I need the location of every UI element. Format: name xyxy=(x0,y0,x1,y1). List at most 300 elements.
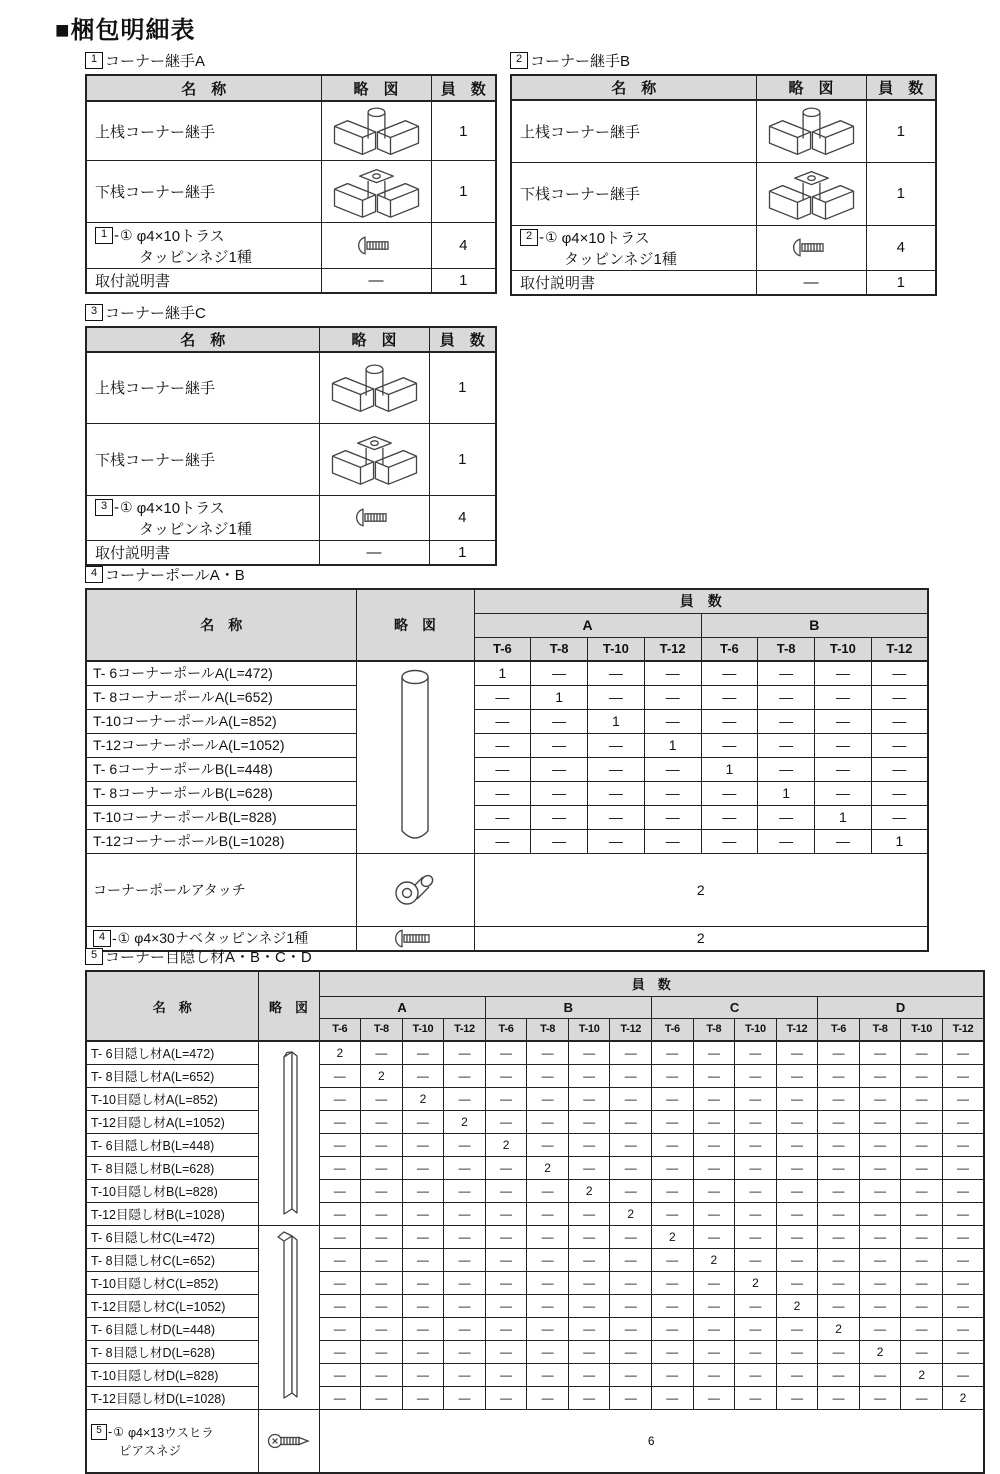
qty-cell: — xyxy=(859,1271,901,1294)
part-name-cell xyxy=(511,100,756,162)
qty-cell: — xyxy=(588,805,645,829)
qty-cell: — xyxy=(361,1202,403,1225)
qty-cell: — xyxy=(942,1294,984,1317)
sketch-cell xyxy=(321,101,431,161)
qty-cell: — xyxy=(701,733,758,757)
no-sketch-dash: — xyxy=(803,273,819,291)
part-name-cell xyxy=(86,1225,258,1248)
boxed-number: 2 xyxy=(510,52,528,69)
size-header: T-8 xyxy=(361,1018,403,1041)
qty-cell: — xyxy=(474,685,531,709)
qty-cell: — xyxy=(527,1248,569,1271)
qty-cell: — xyxy=(568,1317,610,1340)
qty-cell: — xyxy=(531,733,588,757)
qty-cell: — xyxy=(531,661,588,685)
qty-cell: — xyxy=(776,1179,818,1202)
qty-cell: — xyxy=(871,685,928,709)
qty-cell: — xyxy=(652,1248,694,1271)
sketch-header: 略 図 xyxy=(258,971,319,1041)
qty-cell: — xyxy=(527,1363,569,1386)
qty-cell: 1 xyxy=(588,709,645,733)
qty-cell: — xyxy=(942,1340,984,1363)
qty-cell: — xyxy=(361,1317,403,1340)
qty-cell: — xyxy=(818,1271,860,1294)
size-header: T-6 xyxy=(319,1018,361,1041)
qty-cell: — xyxy=(693,1064,735,1087)
caption-text: コーナー継手A xyxy=(105,53,206,70)
qty-cell: — xyxy=(901,1041,943,1064)
qty-cell: 1 xyxy=(474,661,531,685)
part-name-cell xyxy=(86,1317,258,1340)
part-name-text: T-10目隠し材D(L=828) xyxy=(91,1368,219,1383)
part-name-cell xyxy=(86,161,321,223)
qty-cell: — xyxy=(818,1110,860,1133)
parts-row xyxy=(86,661,928,685)
corner-joint-top-icon xyxy=(758,103,865,159)
qty-cell: — xyxy=(319,1064,361,1087)
qty-cell: — xyxy=(942,1133,984,1156)
qty-cell: — xyxy=(701,829,758,853)
truss-screw-icon xyxy=(321,507,428,528)
qty-cell: 1 xyxy=(431,101,496,161)
part-name-text: T-10コーナーポールB(L=828) xyxy=(93,809,277,825)
part-name-cell xyxy=(86,1271,258,1294)
qty-cell: — xyxy=(474,733,531,757)
qty-cell: — xyxy=(610,1064,652,1087)
part-name-text: T-12コーナーポールA(L=1052) xyxy=(93,737,285,753)
qty-cell: — xyxy=(942,1110,984,1133)
qty-cell: — xyxy=(444,1041,486,1064)
qty-cell: — xyxy=(319,1225,361,1248)
part-name-text: 下桟コーナー継手 xyxy=(95,184,216,201)
qty-cell: — xyxy=(693,1041,735,1064)
name-header: 名 称 xyxy=(86,75,321,101)
qty-cell: — xyxy=(818,1041,860,1064)
part-name-cell xyxy=(86,805,356,829)
part-name-text: T- 8目隠し材C(L=652) xyxy=(91,1253,215,1268)
qty-cell: — xyxy=(485,1087,527,1110)
part-name-cell xyxy=(86,853,356,926)
qty-cell: — xyxy=(485,1041,527,1064)
parts-row xyxy=(86,1087,984,1110)
qty-cell: — xyxy=(758,661,815,685)
qty-cell: — xyxy=(776,1363,818,1386)
qty-cell: — xyxy=(361,1133,403,1156)
qty-cell: — xyxy=(652,1087,694,1110)
qty-cell: — xyxy=(901,1386,943,1409)
qty-cell: — xyxy=(942,1271,984,1294)
qty-cell: — xyxy=(319,1202,361,1225)
part-name-cell xyxy=(86,685,356,709)
qty-cell: — xyxy=(610,1294,652,1317)
section-corner-joint-c xyxy=(85,302,497,566)
qty-cell: — xyxy=(871,661,928,685)
parts-row xyxy=(86,1179,984,1202)
part-name-text: 上桟コーナー継手 xyxy=(95,380,216,398)
qty-cell: 1 xyxy=(531,685,588,709)
qty-cell: — xyxy=(361,1225,403,1248)
qty-cell: — xyxy=(693,1225,735,1248)
qty-cell: — xyxy=(610,1248,652,1271)
sketch-cell xyxy=(319,423,429,495)
part-name-cell xyxy=(86,709,356,733)
qty-cell: — xyxy=(735,1386,777,1409)
table-caption xyxy=(85,50,497,71)
qty-cell: — xyxy=(701,709,758,733)
circled-number: ① xyxy=(117,929,131,946)
part-name-text: T-12コーナーポールB(L=1028) xyxy=(93,833,285,849)
qty-cell: — xyxy=(652,1133,694,1156)
qty-cell: — xyxy=(776,1202,818,1225)
parts-row xyxy=(86,1409,984,1473)
qty-cell: — xyxy=(319,1156,361,1179)
name-header: 名 称 xyxy=(86,327,319,352)
separator: - xyxy=(108,1424,113,1439)
parts-row xyxy=(86,352,496,423)
qty-cell: — xyxy=(568,1271,610,1294)
sketch-cell xyxy=(258,1409,319,1473)
qty-cell: — xyxy=(942,1041,984,1064)
qty-cell: 2 xyxy=(444,1110,486,1133)
qty-cell: 2 xyxy=(402,1087,444,1110)
qty-cell: 2 xyxy=(942,1386,984,1409)
boxed-number: 5 xyxy=(85,948,103,965)
sketch-cell xyxy=(321,161,431,223)
qty-cell: — xyxy=(527,1179,569,1202)
qty-cell: — xyxy=(776,1225,818,1248)
parts-row xyxy=(86,1386,984,1409)
qty-cell: 2 xyxy=(818,1317,860,1340)
qty-cell: — xyxy=(776,1110,818,1133)
qty-cell: — xyxy=(758,829,815,853)
qty-cell: — xyxy=(942,1363,984,1386)
separator: - xyxy=(114,498,119,516)
qty-cell: 1 xyxy=(866,100,936,162)
part-name-text-2: タッピンネジ1種 xyxy=(139,248,252,266)
part-name-cell xyxy=(86,1110,258,1133)
size-header: T-6 xyxy=(485,1018,527,1041)
separator: - xyxy=(114,226,119,244)
qty-cell: — xyxy=(701,805,758,829)
parts-row xyxy=(511,225,936,270)
qty-cell: 2 xyxy=(859,1340,901,1363)
part-name-text-2: タッピンネジ1種 xyxy=(564,250,677,268)
qty-cell: — xyxy=(776,1087,818,1110)
qty-cell: — xyxy=(588,757,645,781)
qty-cell: — xyxy=(901,1179,943,1202)
qty-cell: — xyxy=(319,1087,361,1110)
part-name-text: T-10目隠し材C(L=852) xyxy=(91,1276,219,1291)
name-header: 名 称 xyxy=(86,971,258,1041)
qty-cell: — xyxy=(735,1340,777,1363)
parts-row xyxy=(86,685,928,709)
qty-cell: — xyxy=(527,1202,569,1225)
sketch-cell xyxy=(356,661,474,853)
size-header: T-10 xyxy=(901,1018,943,1041)
part-name-cell xyxy=(511,225,756,270)
size-header: T-8 xyxy=(693,1018,735,1041)
section-corner-joint-a xyxy=(85,50,497,294)
sketch-cell xyxy=(756,270,866,295)
qty-cell: — xyxy=(644,781,701,805)
corner-joint-bottom-icon xyxy=(321,431,428,487)
qty-cell: — xyxy=(652,1202,694,1225)
size-header: T-8 xyxy=(758,637,815,661)
qty-cell: 1 xyxy=(701,757,758,781)
part-name-cell xyxy=(86,1133,258,1156)
part-name-cell xyxy=(86,1041,258,1064)
pole-attach-icon xyxy=(358,870,473,910)
qty-cell: — xyxy=(735,1064,777,1087)
qty-cell: 1 xyxy=(429,540,496,565)
qty-cell: — xyxy=(402,1064,444,1087)
parts-row xyxy=(86,423,496,495)
parts-row xyxy=(86,1041,984,1064)
qty-cell: — xyxy=(701,685,758,709)
qty-cell: 4 xyxy=(866,225,936,270)
qty-cell: — xyxy=(652,1386,694,1409)
qty-cell: — xyxy=(319,1110,361,1133)
qty-cell: — xyxy=(527,1041,569,1064)
qty-cell: — xyxy=(568,1340,610,1363)
qty-cell: 1 xyxy=(429,352,496,423)
qty-cell: — xyxy=(485,1179,527,1202)
qty-cell: — xyxy=(568,1133,610,1156)
qty-cell: — xyxy=(568,1248,610,1271)
truss-screw-icon xyxy=(758,237,865,258)
qty-cell: — xyxy=(735,1202,777,1225)
part-name-cell xyxy=(86,223,321,269)
qty-cell: — xyxy=(901,1156,943,1179)
qty-cell: — xyxy=(859,1248,901,1271)
parts-row xyxy=(86,1340,984,1363)
qty-cell: — xyxy=(818,1225,860,1248)
parts-row xyxy=(86,1202,984,1225)
qty-cell: — xyxy=(319,1317,361,1340)
qty-cell: — xyxy=(693,1110,735,1133)
group-header: B xyxy=(701,613,928,637)
parts-row xyxy=(86,1294,984,1317)
qty-header: 員 数 xyxy=(474,589,928,613)
qty-cell: — xyxy=(361,1294,403,1317)
part-name-cell xyxy=(86,352,319,423)
qty-cell: — xyxy=(319,1133,361,1156)
qty-cell: — xyxy=(776,1271,818,1294)
parts-row xyxy=(511,162,936,225)
part-name-text: 上桟コーナー継手 xyxy=(520,123,641,141)
qty-cell: — xyxy=(942,1202,984,1225)
size-header: T-10 xyxy=(815,637,872,661)
qty-cell: — xyxy=(361,1248,403,1271)
blind-panel-ab-icon xyxy=(260,1045,318,1222)
qty-cell: — xyxy=(361,1041,403,1064)
qty-header: 員 数 xyxy=(429,327,496,352)
qty-cell: — xyxy=(818,1340,860,1363)
parts-row xyxy=(86,1317,984,1340)
qty-cell: — xyxy=(652,1110,694,1133)
qty-cell: — xyxy=(815,661,872,685)
qty-cell: — xyxy=(735,1317,777,1340)
part-name-cell xyxy=(86,1409,258,1473)
part-name-cell xyxy=(86,829,356,853)
qty-cell: — xyxy=(531,781,588,805)
qty-cell: — xyxy=(361,1156,403,1179)
qty-cell: — xyxy=(402,1133,444,1156)
qty-cell: — xyxy=(644,661,701,685)
sketch-cell xyxy=(319,352,429,423)
qty-cell: 2 xyxy=(693,1248,735,1271)
parts-row xyxy=(86,853,928,926)
qty-cell: — xyxy=(859,1110,901,1133)
sketch-cell xyxy=(756,100,866,162)
qty-cell: — xyxy=(818,1087,860,1110)
sketch-cell xyxy=(321,223,431,269)
qty-cell: — xyxy=(942,1248,984,1271)
size-header: T-6 xyxy=(701,637,758,661)
part-name-text: T- 6コーナーポールA(L=472) xyxy=(93,665,273,682)
qty-cell: — xyxy=(871,781,928,805)
qty-cell: — xyxy=(610,1110,652,1133)
corner-joint-bottom-icon xyxy=(323,164,430,220)
qty-cell: 1 xyxy=(866,162,936,225)
part-name-text: T-10目隠し材A(L=852) xyxy=(91,1092,218,1107)
qty-cell: — xyxy=(485,1202,527,1225)
parts-row xyxy=(86,757,928,781)
qty-cell: — xyxy=(527,1133,569,1156)
truss-screw-icon xyxy=(323,235,430,256)
part-name-text: T- 6コーナーポールB(L=448) xyxy=(93,761,273,777)
qty-cell: — xyxy=(701,661,758,685)
qty-cell: — xyxy=(402,1179,444,1202)
qty-cell: — xyxy=(319,1248,361,1271)
part-name-cell xyxy=(86,101,321,161)
qty-cell: — xyxy=(474,709,531,733)
corner-joint-top-icon xyxy=(321,360,428,416)
part-name-text: T- 8目隠し材B(L=628) xyxy=(91,1161,215,1176)
corner-pole-icon xyxy=(358,665,473,849)
qty-cell: — xyxy=(644,805,701,829)
size-header: T-12 xyxy=(610,1018,652,1041)
part-name-text-2: タッピンネジ1種 xyxy=(139,520,252,538)
qty-cell: 1 xyxy=(429,423,496,495)
qty-cell: — xyxy=(735,1363,777,1386)
part-name-cell xyxy=(86,1202,258,1225)
qty-cell: — xyxy=(693,1386,735,1409)
qty-cell: — xyxy=(485,1248,527,1271)
qty-cell: — xyxy=(652,1271,694,1294)
qty-cell: — xyxy=(444,1179,486,1202)
parts-table-corner-joint-a xyxy=(85,74,497,294)
sketch-header: 略 図 xyxy=(756,75,866,100)
qty-cell: — xyxy=(871,805,928,829)
boxed-number: 4 xyxy=(93,930,111,947)
qty-cell: — xyxy=(901,1340,943,1363)
size-header: T-12 xyxy=(871,637,928,661)
parts-row xyxy=(511,100,936,162)
group-header: D xyxy=(818,996,984,1018)
qty-cell: — xyxy=(361,1340,403,1363)
parts-row xyxy=(86,1363,984,1386)
qty-cell: — xyxy=(588,685,645,709)
qty-cell: 2 xyxy=(652,1225,694,1248)
qty-cell: — xyxy=(818,1064,860,1087)
qty-cell: — xyxy=(735,1294,777,1317)
qty-cell: — xyxy=(859,1294,901,1317)
part-name-cell xyxy=(86,1363,258,1386)
part-name xyxy=(91,1423,257,1441)
qty-cell: — xyxy=(942,1225,984,1248)
name-header: 名 称 xyxy=(511,75,756,100)
qty-cell: — xyxy=(568,1225,610,1248)
qty-cell: — xyxy=(485,1317,527,1340)
qty-cell: — xyxy=(319,1294,361,1317)
qty-cell: — xyxy=(776,1248,818,1271)
qty-cell: 1 xyxy=(431,161,496,223)
qty-cell: — xyxy=(693,1133,735,1156)
qty-cell: — xyxy=(531,829,588,853)
qty-cell: — xyxy=(942,1156,984,1179)
qty-cell: — xyxy=(444,1386,486,1409)
part-name-text: φ4×13ウスヒラ xyxy=(127,1425,214,1440)
caption-text: コーナー継手C xyxy=(105,305,206,322)
qty-cell: — xyxy=(568,1202,610,1225)
qty-cell: — xyxy=(610,1340,652,1363)
corner-joint-bottom-icon xyxy=(758,166,865,222)
qty-cell: — xyxy=(485,1156,527,1179)
part-name-text: T-12目隠し材C(L=1052) xyxy=(91,1299,226,1314)
qty-cell: — xyxy=(776,1156,818,1179)
circled-number: ① xyxy=(545,228,558,245)
part-name-cell xyxy=(86,495,319,540)
qty-cell: — xyxy=(901,1248,943,1271)
size-header: T-10 xyxy=(588,637,645,661)
qty-cell: — xyxy=(444,1202,486,1225)
part-name-text: T-10コーナーポールA(L=852) xyxy=(93,713,277,729)
qty-cell: — xyxy=(402,1340,444,1363)
qty-cell: 1 xyxy=(431,269,496,294)
qty-cell: — xyxy=(568,1156,610,1179)
qty-cell: — xyxy=(776,1340,818,1363)
qty-cell: — xyxy=(693,1202,735,1225)
qty-cell: — xyxy=(485,1064,527,1087)
qty-cell: — xyxy=(693,1294,735,1317)
qty-cell: — xyxy=(588,829,645,853)
parts-row xyxy=(86,1248,984,1271)
qty-cell: — xyxy=(735,1156,777,1179)
boxed-number: 4 xyxy=(85,566,103,583)
circled-number: ① xyxy=(113,1424,124,1439)
qty-cell: — xyxy=(859,1041,901,1064)
qty-cell: — xyxy=(758,757,815,781)
part-name-cell xyxy=(511,270,756,295)
qty-cell: — xyxy=(901,1294,943,1317)
qty-cell: — xyxy=(871,733,928,757)
qty-cell: — xyxy=(859,1156,901,1179)
sketch-cell xyxy=(756,225,866,270)
qty-cell: — xyxy=(485,1294,527,1317)
qty-cell: — xyxy=(776,1386,818,1409)
part-name-text: 下桟コーナー継手 xyxy=(520,186,641,203)
qty-cell: — xyxy=(818,1294,860,1317)
qty-cell: — xyxy=(818,1179,860,1202)
part-name-cell xyxy=(86,733,356,757)
qty-cell: — xyxy=(776,1133,818,1156)
part-name-text: 取付説明書 xyxy=(520,274,596,292)
qty-cell: — xyxy=(735,1248,777,1271)
qty-cell: — xyxy=(652,1064,694,1087)
parts-table-corner-joint-c xyxy=(85,326,497,566)
part-name-cell xyxy=(86,1340,258,1363)
